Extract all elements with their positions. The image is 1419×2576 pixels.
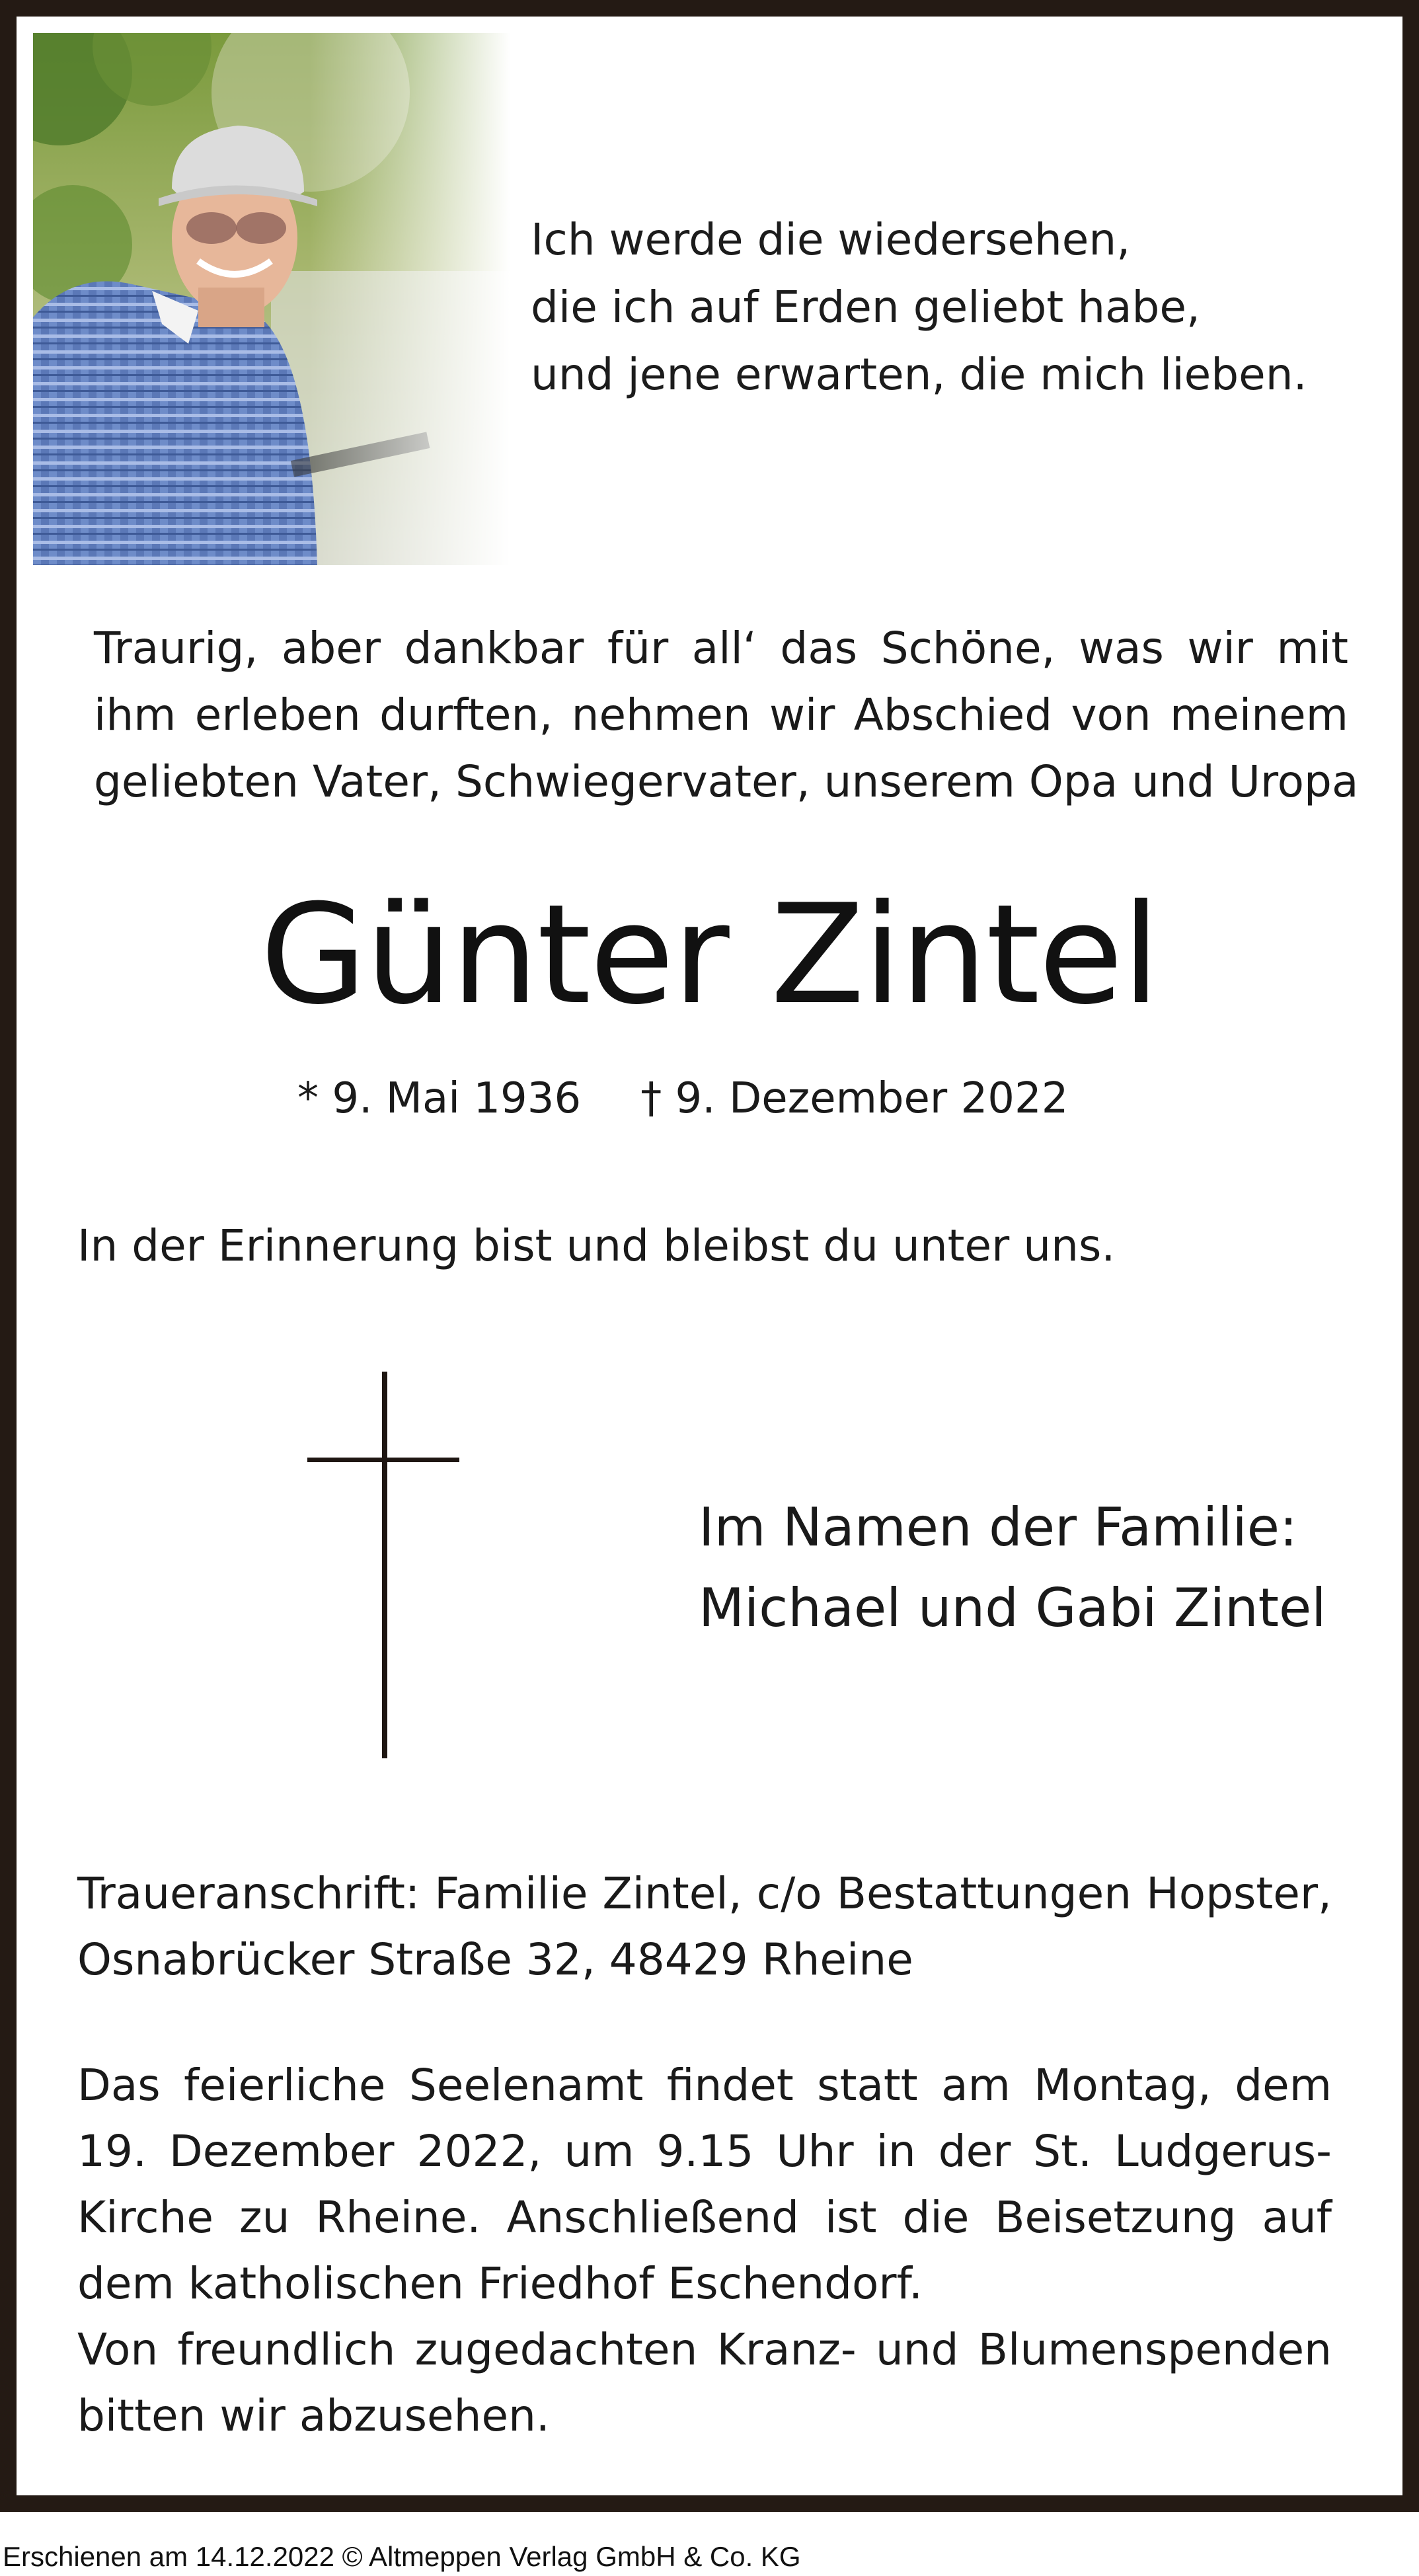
address-line: Osnabrücker Straße 32, 48429 Rheine xyxy=(77,1934,913,1985)
publication-footer: Erschienen am 14.12.2022 © Altmeppen Verlag GmbH & Co. KG xyxy=(3,2541,801,2572)
family-intro: Im Namen der Familie: xyxy=(699,1497,1297,1558)
birth-date: * 9. Mai 1936 xyxy=(297,1074,582,1123)
portrait-photo-image xyxy=(33,33,535,565)
intro-line: Traurig, aber dankbar für all‘ das Schöne, was wir mit xyxy=(94,623,1348,674)
service-details xyxy=(77,2052,1332,2449)
service-line: 19. Dezember 2022, um 9.15 Uhr in der St. Ludgerus- xyxy=(77,2126,1332,2177)
quote-line: die ich auf Erden geliebt habe, xyxy=(531,282,1201,332)
intro-line: geliebten Vater, Schwiegervater, unserem Opa und Uropa xyxy=(94,756,1359,807)
portrait-photo xyxy=(33,33,535,565)
service-line: Das feierliche Seelenamt findet statt am Montag, dem xyxy=(77,2060,1332,2111)
quote-line: Ich werde die wiedersehen, xyxy=(531,214,1131,265)
death-date: † 9. Dezember 2022 xyxy=(640,1074,1069,1123)
service-line: dem katholischen Friedhof Eschendorf. xyxy=(77,2258,923,2309)
service-line: Kirche zu Rheine. Anschließend ist die Beisetzung auf xyxy=(77,2192,1332,2243)
service-line: bitten wir abzusehen. xyxy=(77,2390,550,2441)
intro-line: ihm erleben durften, nehmen wir Abschied von meinem xyxy=(94,689,1348,740)
address-line: Traueranschrift: Familie Zintel, c/o Bestattungen Hopster, xyxy=(77,1868,1332,1919)
memorial-quote xyxy=(531,206,1307,409)
life-dates xyxy=(297,1066,1068,1132)
service-line: Von freundlich zugedachten Kranz- und Blumenspenden xyxy=(77,2324,1332,2375)
deceased-name: Günter Zintel xyxy=(260,875,1159,1035)
quote-line: und jene erwarten, die mich lieben. xyxy=(531,349,1307,400)
farewell-intro xyxy=(94,615,1359,815)
family-signature xyxy=(699,1487,1326,1649)
family-names: Michael und Gabi Zintel xyxy=(699,1577,1326,1639)
remembrance-line: In der Erinnerung bist und bleibst du unter uns. xyxy=(77,1220,1116,1271)
cross-icon xyxy=(307,1372,466,1771)
mourning-address xyxy=(77,1861,1332,1993)
